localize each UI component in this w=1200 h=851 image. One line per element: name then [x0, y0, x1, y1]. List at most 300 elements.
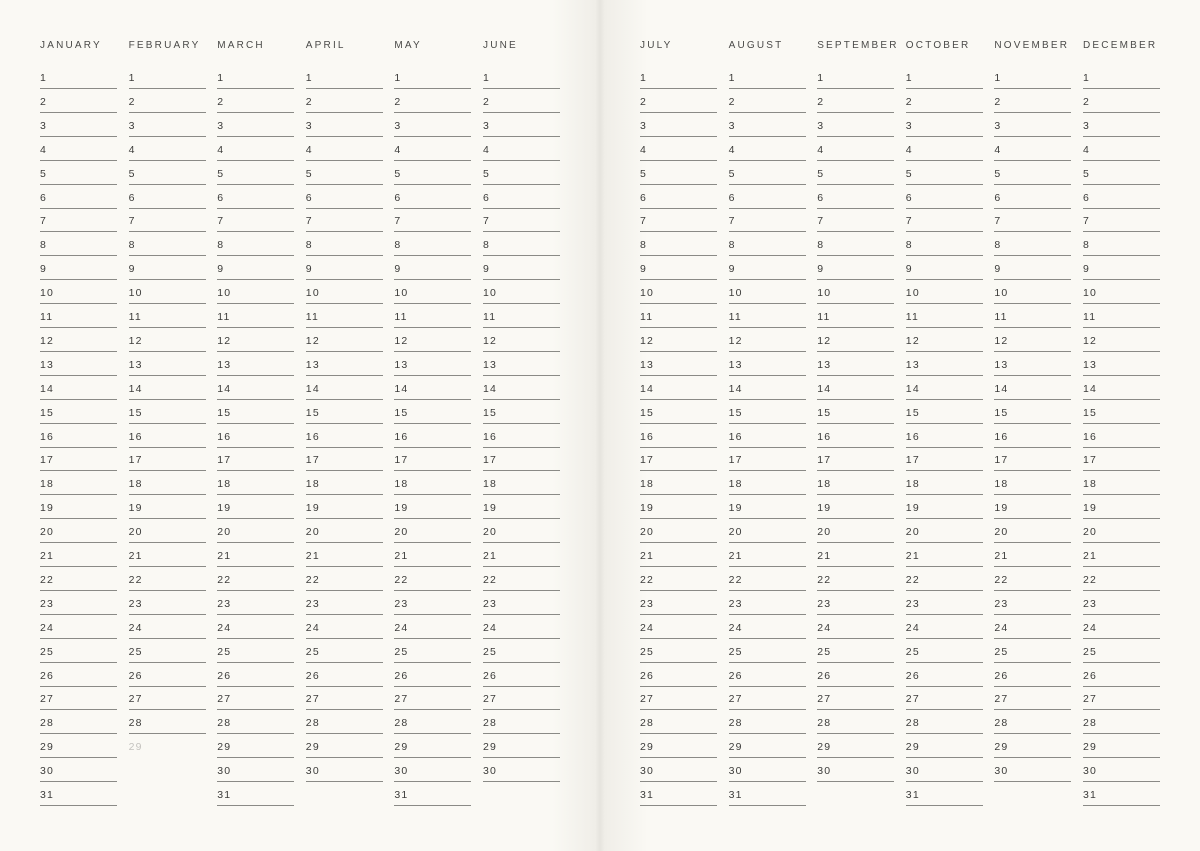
day-line[interactable] [40, 615, 117, 639]
day-line[interactable] [129, 304, 206, 328]
day-line[interactable] [306, 663, 383, 687]
day-line[interactable] [217, 185, 294, 209]
day-line[interactable] [306, 208, 383, 232]
day-line[interactable] [906, 352, 983, 376]
day-line[interactable] [40, 567, 117, 591]
day-line[interactable] [40, 400, 117, 424]
day-line[interactable] [483, 615, 560, 639]
day-line[interactable] [394, 591, 471, 615]
day-line[interactable] [729, 424, 806, 448]
day-line[interactable] [640, 710, 717, 734]
day-line[interactable] [994, 615, 1071, 639]
day-line[interactable] [40, 424, 117, 448]
day-line[interactable] [1083, 304, 1160, 328]
day-line[interactable] [994, 567, 1071, 591]
day-line[interactable] [906, 424, 983, 448]
day-line[interactable] [483, 376, 560, 400]
day-line[interactable] [483, 352, 560, 376]
day-line[interactable] [994, 280, 1071, 304]
day-line[interactable] [1083, 519, 1160, 543]
day-line[interactable] [906, 782, 983, 806]
day-line[interactable] [1083, 137, 1160, 161]
day-line[interactable] [483, 758, 560, 782]
day-line[interactable] [906, 161, 983, 185]
day-line[interactable] [306, 185, 383, 209]
day-line[interactable] [817, 447, 894, 471]
day-line[interactable] [394, 113, 471, 137]
day-line[interactable] [1083, 663, 1160, 687]
day-line[interactable] [640, 280, 717, 304]
day-line[interactable] [817, 256, 894, 280]
day-line[interactable] [1083, 615, 1160, 639]
day-line[interactable] [1083, 639, 1160, 663]
day-line[interactable] [640, 376, 717, 400]
day-line[interactable] [40, 185, 117, 209]
day-line[interactable] [994, 495, 1071, 519]
day-line[interactable] [483, 686, 560, 710]
day-line[interactable] [1083, 256, 1160, 280]
day-line[interactable] [394, 710, 471, 734]
day-line[interactable] [640, 519, 717, 543]
day-line[interactable] [306, 137, 383, 161]
day-line[interactable] [640, 543, 717, 567]
day-line[interactable] [994, 543, 1071, 567]
day-line[interactable] [994, 232, 1071, 256]
day-line[interactable] [217, 256, 294, 280]
day-line[interactable] [129, 256, 206, 280]
day-line[interactable] [394, 137, 471, 161]
day-line[interactable] [40, 686, 117, 710]
day-line[interactable] [483, 113, 560, 137]
day-line[interactable] [394, 639, 471, 663]
day-line[interactable] [817, 639, 894, 663]
day-line[interactable] [729, 89, 806, 113]
day-line[interactable] [906, 113, 983, 137]
day-line[interactable] [129, 447, 206, 471]
day-line[interactable] [1083, 471, 1160, 495]
day-line[interactable] [729, 208, 806, 232]
day-line[interactable] [817, 113, 894, 137]
day-line[interactable] [306, 471, 383, 495]
day-line[interactable] [40, 137, 117, 161]
day-line[interactable] [906, 185, 983, 209]
day-line[interactable] [306, 758, 383, 782]
day-line[interactable] [1083, 710, 1160, 734]
day-line[interactable] [394, 519, 471, 543]
day-line[interactable] [640, 758, 717, 782]
day-line[interactable] [40, 591, 117, 615]
day-line[interactable] [1083, 232, 1160, 256]
day-line[interactable] [306, 734, 383, 758]
day-line[interactable] [483, 89, 560, 113]
day-line[interactable] [640, 424, 717, 448]
day-line[interactable] [306, 113, 383, 137]
day-line[interactable] [217, 710, 294, 734]
day-line[interactable] [1083, 161, 1160, 185]
day-line[interactable] [729, 161, 806, 185]
day-line[interactable] [306, 256, 383, 280]
day-line[interactable] [906, 615, 983, 639]
day-line[interactable] [1083, 782, 1160, 806]
day-line[interactable] [306, 376, 383, 400]
day-line[interactable] [994, 89, 1071, 113]
day-line[interactable] [729, 280, 806, 304]
day-line[interactable] [994, 137, 1071, 161]
day-line[interactable] [217, 208, 294, 232]
day-line[interactable] [306, 686, 383, 710]
day-line[interactable] [483, 304, 560, 328]
day-line[interactable] [640, 447, 717, 471]
day-line[interactable] [729, 65, 806, 89]
day-line[interactable] [217, 686, 294, 710]
day-line[interactable] [640, 352, 717, 376]
day-line[interactable] [394, 424, 471, 448]
day-line[interactable] [729, 352, 806, 376]
day-line[interactable] [1083, 495, 1160, 519]
day-line[interactable] [306, 89, 383, 113]
day-line[interactable] [394, 567, 471, 591]
day-line[interactable] [640, 113, 717, 137]
day-line[interactable] [129, 352, 206, 376]
day-line[interactable] [306, 519, 383, 543]
day-line[interactable] [817, 758, 894, 782]
day-line[interactable] [40, 328, 117, 352]
day-line[interactable] [40, 376, 117, 400]
day-line[interactable] [906, 686, 983, 710]
day-line[interactable] [129, 495, 206, 519]
day-line[interactable] [906, 495, 983, 519]
day-line[interactable] [306, 161, 383, 185]
day-line[interactable] [394, 734, 471, 758]
day-line[interactable] [640, 663, 717, 687]
day-line[interactable] [40, 65, 117, 89]
day-line[interactable] [217, 615, 294, 639]
day-line[interactable] [217, 447, 294, 471]
day-line[interactable] [906, 328, 983, 352]
day-line[interactable] [394, 758, 471, 782]
day-line[interactable] [994, 591, 1071, 615]
day-line[interactable] [217, 519, 294, 543]
day-line[interactable] [1083, 424, 1160, 448]
day-line[interactable] [217, 352, 294, 376]
day-line[interactable] [129, 113, 206, 137]
day-line[interactable] [817, 615, 894, 639]
day-line[interactable] [40, 352, 117, 376]
day-line[interactable] [483, 567, 560, 591]
day-line[interactable] [640, 208, 717, 232]
day-line[interactable] [640, 471, 717, 495]
day-line[interactable] [994, 639, 1071, 663]
day-line[interactable] [394, 471, 471, 495]
day-line[interactable] [483, 256, 560, 280]
day-line[interactable] [394, 495, 471, 519]
day-line[interactable] [906, 519, 983, 543]
day-line[interactable] [1083, 65, 1160, 89]
day-line[interactable] [640, 328, 717, 352]
day-line[interactable] [729, 663, 806, 687]
day-line[interactable] [129, 639, 206, 663]
day-line[interactable] [640, 232, 717, 256]
day-line[interactable] [817, 137, 894, 161]
day-line[interactable] [306, 543, 383, 567]
day-line[interactable] [40, 471, 117, 495]
day-line[interactable] [906, 734, 983, 758]
day-line[interactable] [394, 65, 471, 89]
day-line[interactable] [729, 328, 806, 352]
day-line[interactable] [306, 447, 383, 471]
day-line[interactable] [483, 280, 560, 304]
day-line[interactable] [306, 424, 383, 448]
day-line[interactable] [129, 615, 206, 639]
day-line[interactable] [994, 424, 1071, 448]
day-line[interactable] [483, 137, 560, 161]
day-line[interactable] [994, 304, 1071, 328]
day-line[interactable] [729, 782, 806, 806]
day-line[interactable] [217, 65, 294, 89]
day-line[interactable] [729, 400, 806, 424]
day-line[interactable] [994, 686, 1071, 710]
day-line[interactable] [817, 710, 894, 734]
day-line[interactable] [817, 328, 894, 352]
day-line[interactable] [394, 352, 471, 376]
day-line[interactable] [906, 232, 983, 256]
day-line[interactable] [306, 352, 383, 376]
day-line[interactable] [394, 782, 471, 806]
day-line[interactable] [906, 663, 983, 687]
day-line[interactable] [994, 663, 1071, 687]
day-line[interactable] [394, 447, 471, 471]
day-line[interactable] [483, 185, 560, 209]
day-line[interactable] [994, 113, 1071, 137]
day-line[interactable] [217, 280, 294, 304]
day-line[interactable] [306, 639, 383, 663]
day-line[interactable] [394, 304, 471, 328]
day-line[interactable] [40, 710, 117, 734]
day-line[interactable] [1083, 185, 1160, 209]
day-line[interactable] [640, 256, 717, 280]
day-line[interactable] [817, 352, 894, 376]
day-line[interactable] [217, 543, 294, 567]
day-line[interactable] [217, 376, 294, 400]
day-line[interactable] [729, 113, 806, 137]
day-line[interactable] [729, 543, 806, 567]
day-line[interactable] [1083, 280, 1160, 304]
day-line[interactable] [129, 591, 206, 615]
day-line[interactable] [994, 328, 1071, 352]
day-line[interactable] [394, 161, 471, 185]
day-line[interactable] [40, 519, 117, 543]
day-line[interactable] [40, 663, 117, 687]
day-line[interactable] [306, 495, 383, 519]
day-line[interactable] [1083, 734, 1160, 758]
day-line[interactable] [217, 400, 294, 424]
day-line[interactable] [729, 376, 806, 400]
day-line[interactable] [640, 137, 717, 161]
day-line[interactable] [640, 782, 717, 806]
day-line[interactable] [729, 137, 806, 161]
day-line[interactable] [306, 591, 383, 615]
day-line[interactable] [40, 782, 117, 806]
day-line[interactable] [483, 495, 560, 519]
day-line[interactable] [906, 89, 983, 113]
day-line[interactable] [640, 495, 717, 519]
day-line[interactable] [640, 304, 717, 328]
day-line[interactable] [483, 519, 560, 543]
day-line[interactable] [640, 639, 717, 663]
day-line[interactable] [129, 424, 206, 448]
day-line[interactable] [1083, 567, 1160, 591]
day-line[interactable] [394, 615, 471, 639]
day-line[interactable] [129, 543, 206, 567]
day-line[interactable] [640, 161, 717, 185]
day-line[interactable] [906, 304, 983, 328]
day-line[interactable] [906, 639, 983, 663]
day-line[interactable] [817, 471, 894, 495]
day-line[interactable] [817, 161, 894, 185]
day-line[interactable] [129, 328, 206, 352]
day-line[interactable] [729, 639, 806, 663]
day-line[interactable] [817, 686, 894, 710]
day-line[interactable] [394, 89, 471, 113]
day-line[interactable] [394, 663, 471, 687]
day-line[interactable] [729, 232, 806, 256]
day-line[interactable] [483, 161, 560, 185]
day-line[interactable] [40, 543, 117, 567]
day-line[interactable] [483, 424, 560, 448]
day-line[interactable] [40, 495, 117, 519]
day-line[interactable] [817, 424, 894, 448]
day-line[interactable] [817, 495, 894, 519]
day-line[interactable] [129, 734, 206, 758]
day-line[interactable] [729, 710, 806, 734]
day-line[interactable] [129, 400, 206, 424]
day-line[interactable] [483, 471, 560, 495]
day-line[interactable] [729, 591, 806, 615]
day-line[interactable] [817, 663, 894, 687]
day-line[interactable] [1083, 89, 1160, 113]
day-line[interactable] [1083, 400, 1160, 424]
day-line[interactable] [817, 280, 894, 304]
day-line[interactable] [729, 495, 806, 519]
day-line[interactable] [40, 113, 117, 137]
day-line[interactable] [817, 304, 894, 328]
day-line[interactable] [906, 710, 983, 734]
day-line[interactable] [483, 543, 560, 567]
day-line[interactable] [129, 161, 206, 185]
day-line[interactable] [1083, 758, 1160, 782]
day-line[interactable] [729, 471, 806, 495]
day-line[interactable] [129, 137, 206, 161]
day-line[interactable] [40, 734, 117, 758]
day-line[interactable] [817, 400, 894, 424]
day-line[interactable] [483, 639, 560, 663]
day-line[interactable] [40, 447, 117, 471]
day-line[interactable] [817, 185, 894, 209]
day-line[interactable] [394, 208, 471, 232]
day-line[interactable] [483, 232, 560, 256]
day-line[interactable] [129, 232, 206, 256]
day-line[interactable] [906, 591, 983, 615]
day-line[interactable] [217, 639, 294, 663]
day-line[interactable] [817, 89, 894, 113]
day-line[interactable] [394, 376, 471, 400]
day-line[interactable] [729, 519, 806, 543]
day-line[interactable] [306, 280, 383, 304]
day-line[interactable] [40, 256, 117, 280]
day-line[interactable] [217, 304, 294, 328]
day-line[interactable] [217, 424, 294, 448]
day-line[interactable] [217, 89, 294, 113]
day-line[interactable] [129, 185, 206, 209]
day-line[interactable] [483, 65, 560, 89]
day-line[interactable] [994, 185, 1071, 209]
day-line[interactable] [994, 519, 1071, 543]
day-line[interactable] [817, 567, 894, 591]
day-line[interactable] [817, 591, 894, 615]
day-line[interactable] [640, 567, 717, 591]
day-line[interactable] [994, 376, 1071, 400]
day-line[interactable] [483, 208, 560, 232]
day-line[interactable] [817, 65, 894, 89]
day-line[interactable] [40, 758, 117, 782]
day-line[interactable] [994, 256, 1071, 280]
day-line[interactable] [129, 710, 206, 734]
day-line[interactable] [483, 328, 560, 352]
day-line[interactable] [129, 663, 206, 687]
day-line[interactable] [729, 615, 806, 639]
day-line[interactable] [40, 89, 117, 113]
day-line[interactable] [1083, 447, 1160, 471]
day-line[interactable] [217, 471, 294, 495]
day-line[interactable] [994, 758, 1071, 782]
day-line[interactable] [483, 710, 560, 734]
day-line[interactable] [640, 65, 717, 89]
day-line[interactable] [217, 758, 294, 782]
day-line[interactable] [217, 591, 294, 615]
day-line[interactable] [817, 208, 894, 232]
day-line[interactable] [129, 208, 206, 232]
day-line[interactable] [906, 543, 983, 567]
day-line[interactable] [640, 734, 717, 758]
day-line[interactable] [1083, 328, 1160, 352]
day-line[interactable] [994, 471, 1071, 495]
day-line[interactable] [217, 495, 294, 519]
day-line[interactable] [306, 615, 383, 639]
day-line[interactable] [306, 65, 383, 89]
day-line[interactable] [217, 137, 294, 161]
day-line[interactable] [906, 400, 983, 424]
day-line[interactable] [306, 304, 383, 328]
day-line[interactable] [994, 352, 1071, 376]
day-line[interactable] [1083, 376, 1160, 400]
day-line[interactable] [906, 280, 983, 304]
day-line[interactable] [640, 400, 717, 424]
day-line[interactable] [994, 710, 1071, 734]
day-line[interactable] [729, 256, 806, 280]
day-line[interactable] [394, 280, 471, 304]
day-line[interactable] [1083, 208, 1160, 232]
day-line[interactable] [394, 232, 471, 256]
day-line[interactable] [394, 400, 471, 424]
day-line[interactable] [129, 686, 206, 710]
day-line[interactable] [817, 232, 894, 256]
day-line[interactable] [729, 567, 806, 591]
day-line[interactable] [906, 208, 983, 232]
day-line[interactable] [906, 447, 983, 471]
day-line[interactable] [129, 376, 206, 400]
day-line[interactable] [217, 113, 294, 137]
day-line[interactable] [994, 400, 1071, 424]
